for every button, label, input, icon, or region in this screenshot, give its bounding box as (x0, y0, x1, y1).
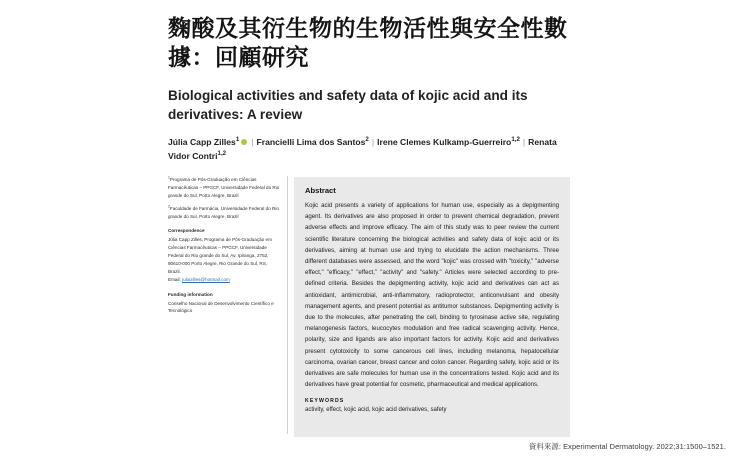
correspondence-block (168, 227, 280, 283)
affiliation-text: Programa de Pós-Graduação em Ciências Farmacêuticas – PPGCF, Universidade Federal do Rio grande do Sul, Porto Alegre, Brazil (168, 177, 280, 198)
abstract-text: Kojic acid presents a variety of applications for human use, especially as a depigmenting agent. Its derivatives are also proposed in order to prevent chemical degradation, prevent adverse effects and improve efficacy. The aim of this study was to peer review the current scientific literature concerning the biological activities and safety data of kojic acid or its derivatives, aiming at human use and trying to elucidate the action mechanisms. Three different databases were assessed, and the word "kojic" was crossed with "toxicity," "adverse effect," "efficacy," "effect," "activity" and "safety." Articles were selected according to pre-defined criteria. Besides the depigmenting activity, kojic acid and derivatives can act as antioxidant, antimicrobial, anti-inflammatory, radioprotector, anticonvulsant and obesity management agents, and present potential as antitumor substances. Depigmenting activity is due to the molecules, after penetrating the cell, binding to tyrosinase active site, regulating melanogenesis factors, leucocytes modulation and free radical scavenging activity. Hence, polarity, size and ligands are also important factors for activity. Kojic acid and derivatives present cytotoxicity to some cancerous cell lines, including melanoma, hepatocellular carcinoma, ovarian cancer, breast cancer and colon cancer. Regarding safety, kojic acid or its derivatives are safe molecules for human use in the concentrations tested. Kojic acid and its derivatives have great potential for cosmetic, pharmaceutical and medical applications. (305, 202, 559, 389)
orcid-icon[interactable] (241, 139, 247, 145)
author-separator: | (371, 137, 375, 147)
author-separator: | (522, 137, 526, 147)
affiliation-column (168, 176, 280, 315)
author-entry[interactable] (168, 137, 248, 147)
chinese-title: 麴酸及其衍生物的生物活性與安全性數據：回顧研究 (168, 15, 568, 71)
correspondence-heading: Correspondence (168, 228, 205, 234)
column-divider (287, 176, 288, 434)
affiliation-item (168, 176, 280, 200)
affiliation-item (168, 205, 280, 221)
author-affiliation-marker: 1,2 (217, 150, 227, 158)
abstract-heading: Abstract (305, 186, 336, 195)
affiliation-marker: 1 (168, 175, 170, 180)
author-affiliation-marker: 2 (365, 136, 369, 144)
source-citation: 資料來源: Experimental Dermatology. 2022;31:1500–1521. (528, 442, 726, 451)
affiliations-group (168, 176, 280, 220)
affiliation-text: Faculdade de Farmácia, Universidade Federal do Rio grande do Sul, Porto Alegre, Brazil (168, 205, 279, 219)
author-name: Renata Vidor Contri (168, 137, 557, 161)
author-list (168, 136, 568, 164)
funding-block (168, 291, 280, 316)
email-label: Email: (168, 276, 181, 282)
author-separator: | (251, 137, 254, 147)
affiliation-marker: 2 (168, 204, 170, 209)
keywords-text: activity, effect, kojic acid, kojic acid derivatives, safety (305, 407, 447, 414)
author-entry[interactable] (257, 137, 369, 147)
english-title: Biological activities and safety data of kojic acid and its derivatives: A review (168, 88, 528, 123)
correspondence-text: Júlia Capp Zilles, Programa de Pós-Graduação em Ciências Farmacêuticas – PPGCF, Universidade Federal do Rio grande do Sul, Av. Ipiranga, 2752, 90610-000 Porto Alegre, Rio Grande do Sul, RS, Brazil. (168, 237, 272, 274)
author-name: Júlia Capp Zilles (168, 137, 236, 147)
author-affiliation-marker: 1 (235, 136, 240, 144)
author-name: Francielli Lima dos Santos (256, 137, 366, 147)
author-affiliation-marker: 1,2 (511, 136, 520, 144)
abstract-panel (294, 177, 570, 437)
funding-heading: Funding information (168, 291, 213, 297)
funding-text: Conselho Nacional de Desenvolvimento Científico e Tecnológico (168, 300, 274, 314)
author-entry[interactable] (377, 137, 520, 147)
keywords-heading: KEYWORDS (305, 398, 345, 405)
author-name: Irene Clemes Kulkamp-Guerreiro (377, 137, 512, 147)
email-link[interactable]: juliazilles@hotmail.com (182, 276, 230, 282)
